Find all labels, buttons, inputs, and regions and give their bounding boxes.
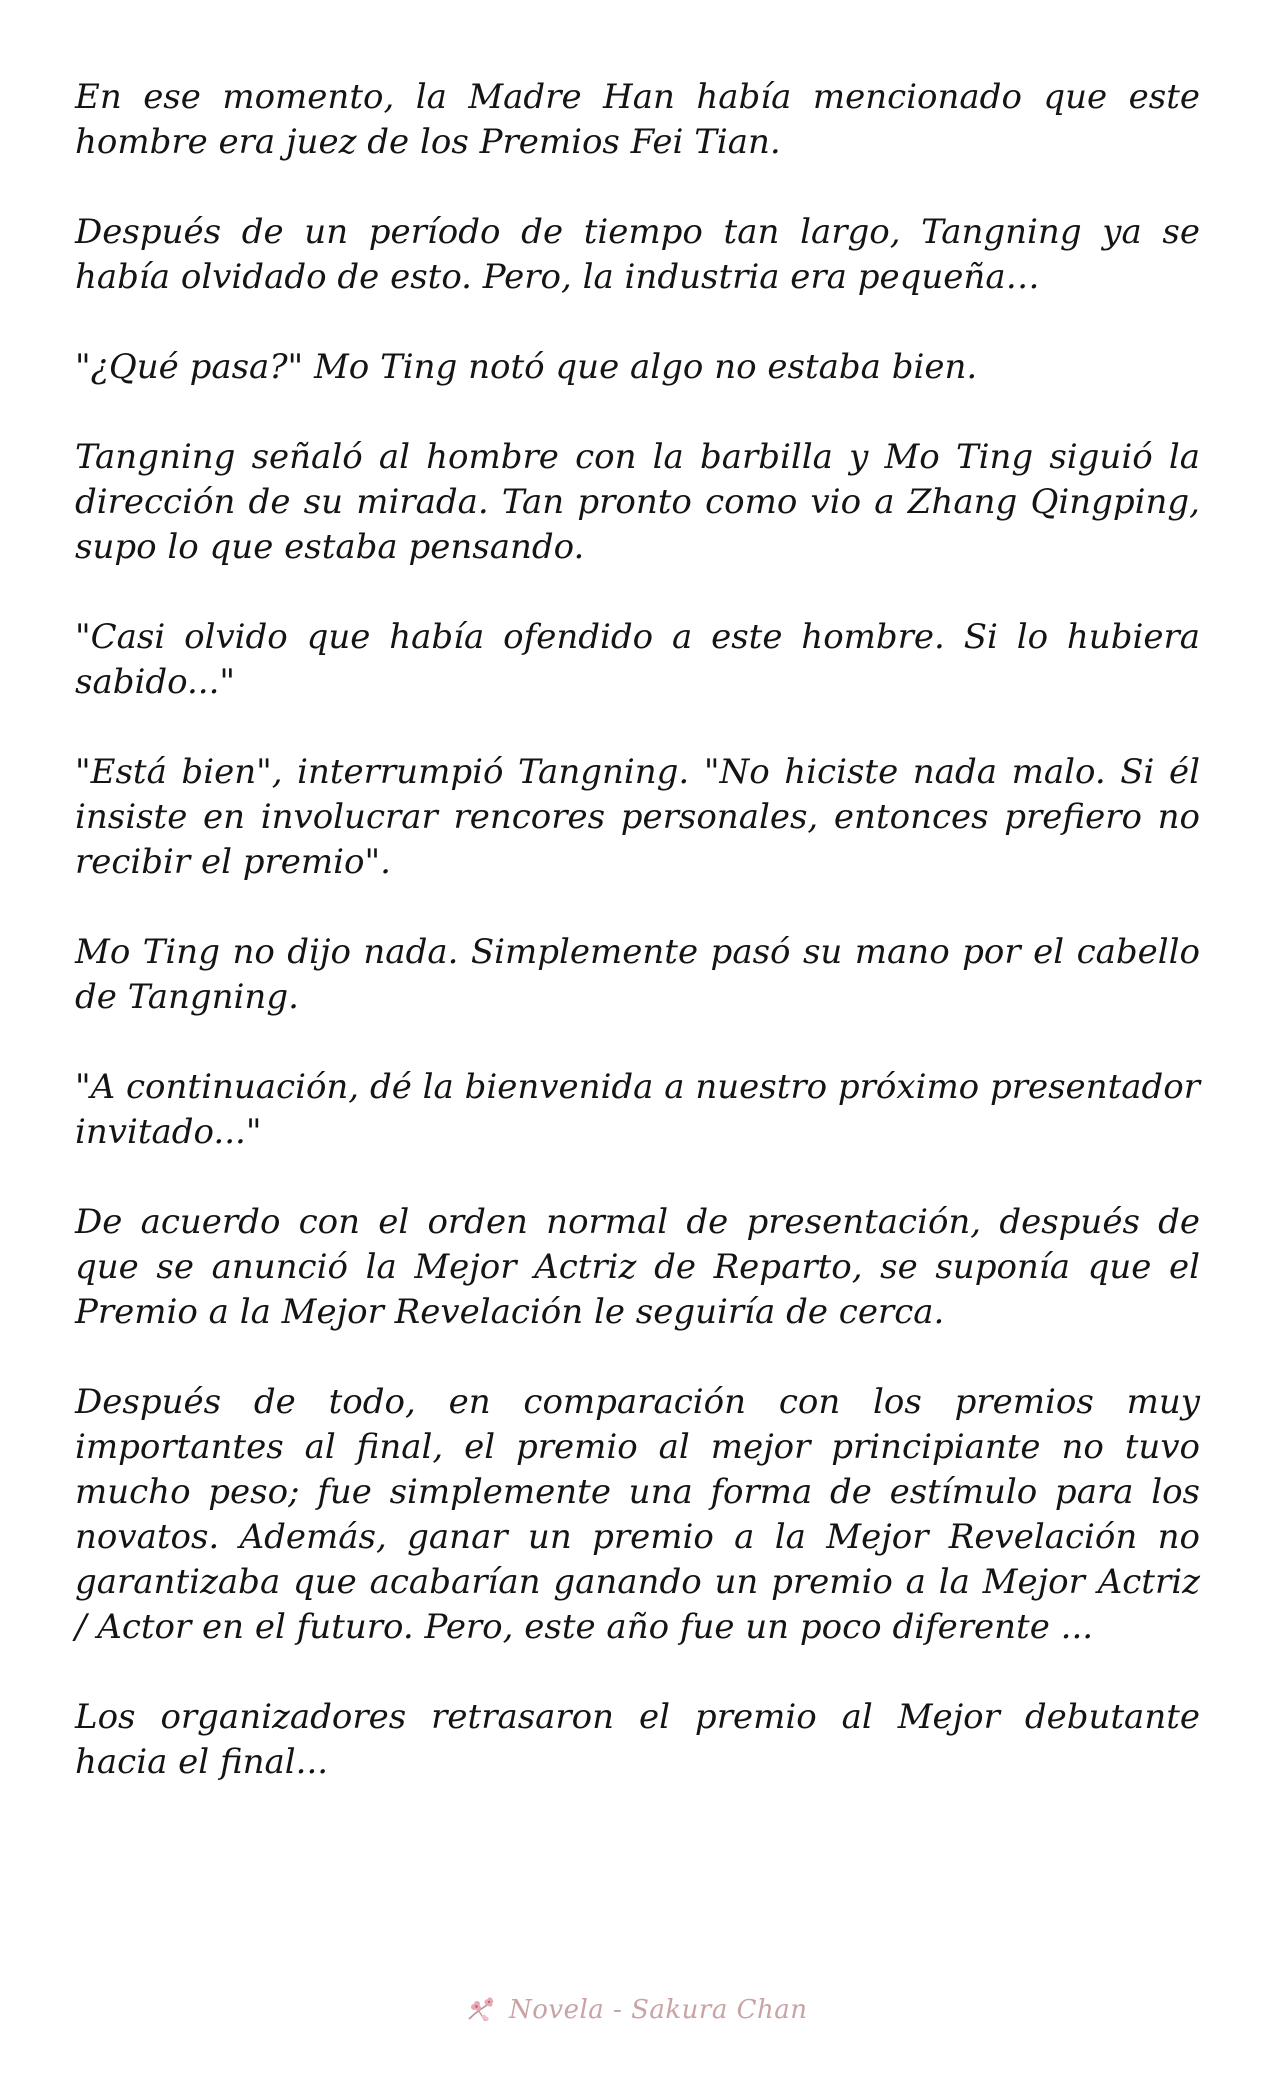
paragraph: En ese momento, la Madre Han había mencionado que este hombre era juez de los Premios Fei Tian. [75, 77, 1200, 162]
paragraph: Tangning señaló al hombre con la barbilla y Mo Ting siguió la dirección de su mirada. Tan pronto como vio a Zhang Qingping, supo lo que estaba pensando. [75, 437, 1200, 567]
paragraph: "Casi olvido que había ofendido a este hombre. Si lo hubiera sabido..." [75, 617, 1200, 702]
paragraph: Después de un período de tiempo tan largo, Tangning ya se había olvidado de esto. Pero, la industria era pequeña… [75, 212, 1200, 297]
paragraph: De acuerdo con el orden normal de presentación, después de que se anunció la Mejor Actriz de Reparto, se suponía que el Premio a la Mejor Revelación le seguiría de cerca. [75, 1202, 1200, 1332]
paragraph: Los organizadores retrasaron el premio al Mejor debutante hacia el final... [75, 1697, 1200, 1782]
paragraph: Después de todo, en comparación con los premios muy importantes al final, el premio al mejor principiante no tuvo mucho peso; fue simplemente una forma de estímulo para los novatos. Además, ganar un premio a la Mejor Revelación no garantizaba que acabarían ganando un premio a la Mejor Actriz / Actor en el futuro. Pero, este año fue un poco diferente ... [75, 1382, 1200, 1647]
paragraph: Mo Ting no dijo nada. Simplemente pasó su mano por el cabello de Tangning. [75, 932, 1200, 1017]
watermark [465, 1990, 825, 2030]
paragraph: "Está bien", interrumpió Tangning. "No hiciste nada malo. Si él insiste en involucrar rencores personales, entonces prefiero no recibir el premio". [75, 752, 1200, 882]
paragraph: "¿Qué pasa?" Mo Ting notó que algo no estaba bien. [75, 347, 978, 387]
document-body [75, 75, 1200, 1830]
sakura-blossom-icon [465, 1993, 499, 2027]
watermark-text: Novela - Sakura Chan [509, 1995, 808, 2025]
paragraph: "A continuación, dé la bienvenida a nuestro próximo presentador invitado..." [75, 1067, 1200, 1152]
